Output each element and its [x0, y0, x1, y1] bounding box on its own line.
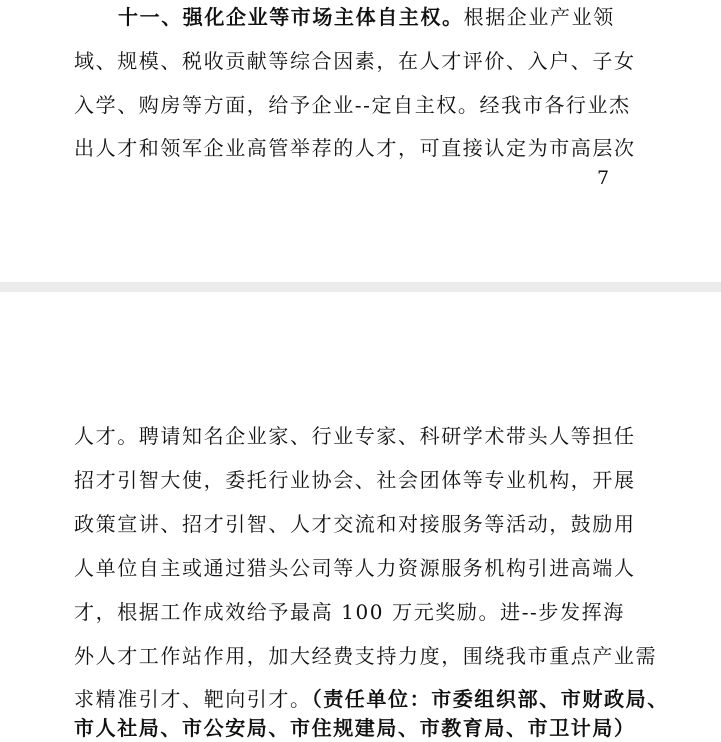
page-number: 7 [597, 167, 610, 189]
paragraph-line-1 [118, 3, 615, 31]
paragraph-line-11 [74, 685, 669, 713]
heading-continuation: 根据企业产业领 [463, 5, 615, 29]
paragraph-line-5: 人才。聘请知名企业家、行业专家、科研学术带头人等担任 [74, 424, 636, 448]
line-text: 求精准引才、靶向引才。 [74, 687, 312, 711]
paragraph-line-10: 外人才工作站作用，加大经费支持力度，围绕我市重点产业需 [74, 644, 658, 668]
paragraph-line-9: 才，根据工作成效给予最高 100 万元奖励。进--步发挥海 [74, 600, 625, 624]
paragraph-line-7: 政策宣讲、招才引智、人才交流和对接服务等活动，鼓励用 [74, 512, 636, 536]
paragraph-line-2: 域、规模、税收贡献等综合因素，在人才评价、入户、子女 [74, 49, 636, 73]
paragraph-line-3: 入学、购房等方面，给予企业--定自主权。经我市各行业杰 [74, 93, 631, 117]
page-divider [0, 282, 721, 292]
responsible-units-end: 市人社局、市公安局、市住规建局、市教育局、市卫计局） [74, 716, 636, 740]
section-heading: 十一、强化企业等市场主体自主权。 [118, 5, 464, 29]
document-page-1 [0, 0, 721, 282]
paragraph-line-6: 招才引智大使，委托行业协会、社会团体等专业机构，开展 [74, 468, 636, 492]
responsible-units-start: （责任单位：市委组织部、市财政局、 [311, 687, 669, 711]
paragraph-line-4: 出人才和领军企业高管举荐的人才，可直接认定为市高层次 [74, 136, 636, 160]
document-page-2 [0, 292, 721, 740]
paragraph-line-8: 人单位自主或通过猎头公司等人力资源服务机构引进高端人 [74, 556, 636, 580]
